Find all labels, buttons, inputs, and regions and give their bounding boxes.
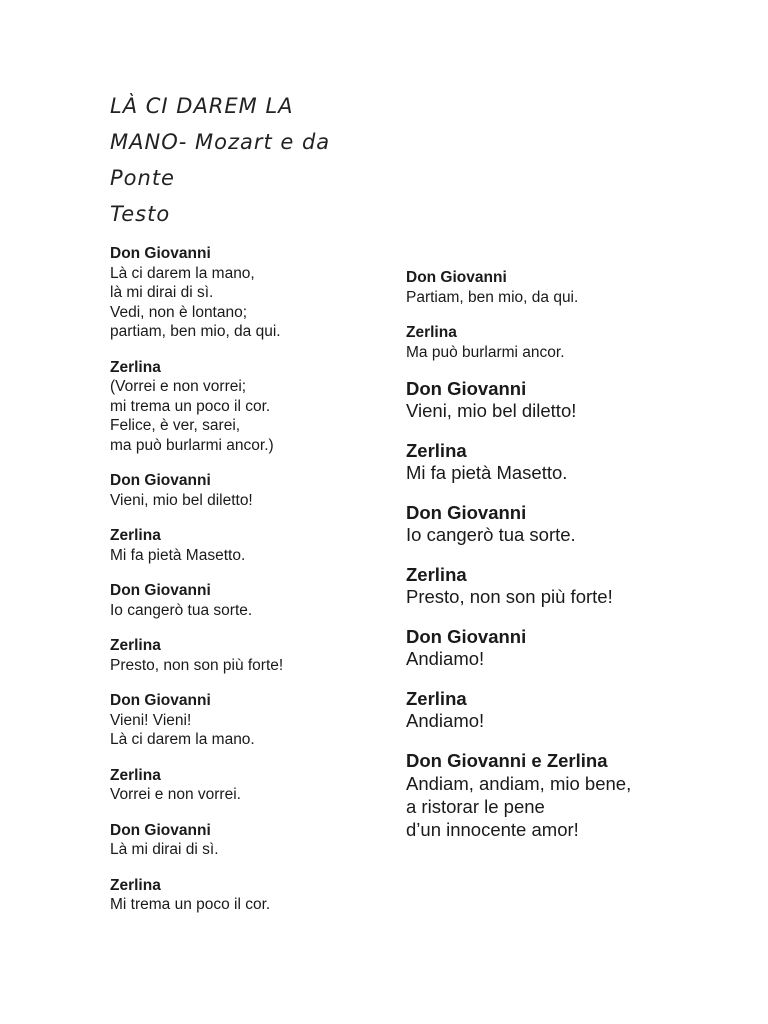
speaker-name: Don Giovanni — [406, 269, 507, 286]
speaker-name: Zerlina — [406, 688, 467, 709]
stanza — [406, 688, 746, 732]
speaker-name: Don Giovanni e Zerlina — [406, 750, 608, 771]
verse-line: mi trema un poco il cor. — [110, 397, 271, 415]
stanza — [110, 876, 400, 915]
stanza — [110, 358, 400, 456]
verse-line: Mi trema un poco il cor. — [110, 896, 271, 913]
verse-line: Ma può burlarmi ancor. — [406, 343, 565, 361]
stanza — [110, 636, 400, 675]
stanza — [110, 526, 400, 565]
verse-line: ma può burlarmi ancor.) — [110, 436, 274, 454]
stanza — [110, 766, 400, 805]
speaker-name: Don Giovanni — [406, 502, 527, 523]
stanza — [110, 691, 400, 750]
verse-line: Felice, è ver, sarei, — [110, 417, 241, 434]
verse-line: Presto, non son più forte! — [406, 586, 613, 607]
speaker-name: Don Giovanni — [110, 472, 211, 489]
stanza — [110, 821, 400, 860]
speaker-name: Zerlina — [406, 564, 467, 585]
verse-line: a ristorar le pene — [406, 796, 545, 817]
verse-line: Presto, non son più forte! — [110, 656, 284, 674]
stanza — [110, 244, 400, 342]
verse-line: Io cangerò tua sorte. — [406, 524, 576, 545]
verse-line: là mi dirai di sì. — [110, 284, 214, 301]
verse-line: Andiamo! — [406, 648, 485, 669]
stanza — [110, 471, 400, 510]
verse-line: Andiam, andiam, mio bene, — [406, 773, 632, 794]
verse-line: Vieni, mio bel diletto! — [406, 400, 577, 421]
title-line: MANO- Mozart e da — [110, 130, 331, 154]
speaker-name: Don Giovanni — [406, 626, 527, 647]
speaker-name: Zerlina — [110, 637, 161, 654]
verse-line: Vedi, non è lontano; — [110, 303, 248, 321]
right-column — [406, 268, 746, 859]
verse-line: Là mi dirai di sì. — [110, 841, 219, 858]
stanza — [406, 378, 746, 422]
speaker-name: Zerlina — [110, 766, 161, 784]
speaker-name: Zerlina — [110, 876, 161, 894]
title-line: Ponte — [110, 166, 175, 190]
verse-line: Mi fa pietà Masetto. — [406, 462, 568, 483]
title-line: Testo — [110, 202, 171, 226]
speaker-name: Zerlina — [406, 324, 457, 341]
verse-line: d’un innocente amor! — [406, 819, 579, 840]
verse-line: (Vorrei e non vorrei; — [110, 378, 247, 395]
left-column — [110, 244, 400, 931]
stanza — [406, 564, 746, 608]
verse-line: Vorrei e non vorrei. — [110, 786, 241, 803]
speaker-name: Don Giovanni — [110, 245, 211, 262]
stanza — [110, 581, 400, 620]
verse-line: Vieni! Vieni! — [110, 711, 192, 729]
speaker-name: Don Giovanni — [110, 582, 211, 599]
speaker-name: Don Giovanni — [406, 378, 527, 399]
speaker-name: Zerlina — [110, 358, 161, 376]
speaker-name: Don Giovanni — [110, 821, 211, 839]
stanza — [406, 626, 746, 670]
verse-line: Vieni, mio bel diletto! — [110, 491, 253, 509]
verse-line: Là ci darem la mano. — [110, 731, 255, 748]
verse-line: Mi fa pietà Masetto. — [110, 546, 246, 564]
stanza — [406, 440, 746, 484]
verse-line: partiam, ben mio, da qui. — [110, 323, 281, 340]
speaker-name: Zerlina — [406, 440, 467, 461]
stanza — [406, 268, 746, 307]
verse-line: Andiamo! — [406, 710, 485, 731]
verse-line: Là ci darem la mano, — [110, 264, 255, 282]
stanza — [406, 750, 746, 841]
verse-line: Io cangerò tua sorte. — [110, 601, 253, 619]
speaker-name: Don Giovanni — [110, 692, 211, 709]
document-title — [110, 88, 390, 232]
speaker-name: Zerlina — [110, 527, 161, 544]
verse-line: Partiam, ben mio, da qui. — [406, 288, 579, 306]
title-line: LÀ CI DAREM LA — [110, 94, 294, 118]
stanza — [406, 502, 746, 546]
stanza — [406, 323, 746, 362]
